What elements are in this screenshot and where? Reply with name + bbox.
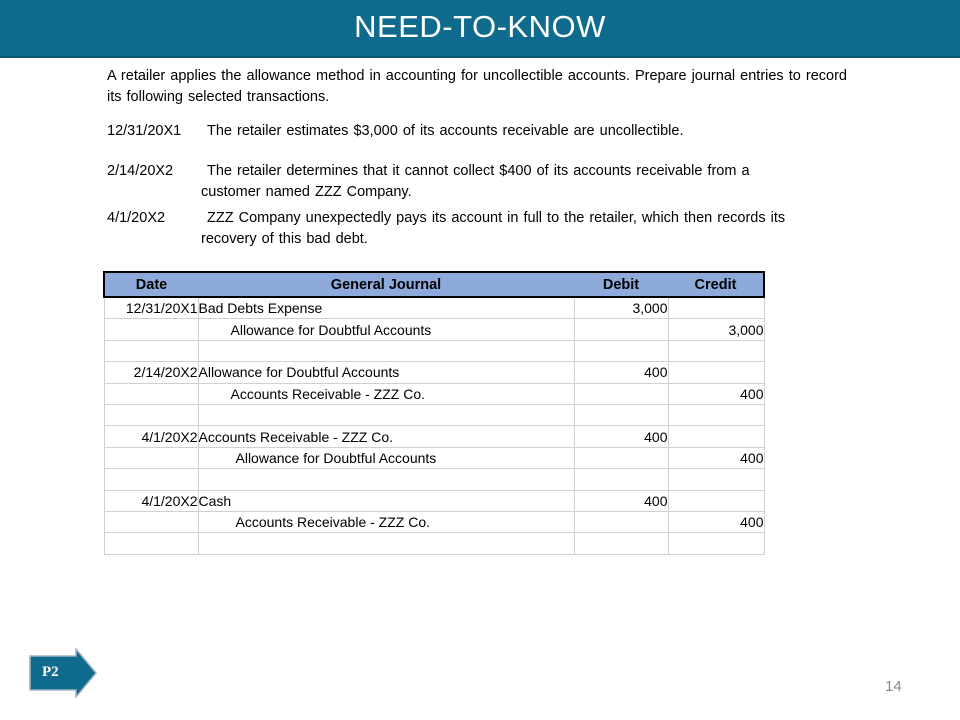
table-row: [104, 297, 764, 319]
transaction-text: The retailer determines that it cannot collect $400 of its accounts receivable from a customer named ZZZ Company.: [201, 163, 750, 200]
table-row: [104, 404, 764, 425]
cell-date: [104, 511, 198, 532]
cell-debit: 400: [574, 362, 668, 383]
cell-date: 12/31/20X1: [104, 297, 198, 319]
title-bar: [0, 0, 960, 58]
cell-account: Allowance for Doubtful Accounts: [198, 319, 574, 340]
cell-credit: [668, 297, 764, 319]
cell-account: Cash: [198, 490, 574, 511]
transaction-text: The retailer estimates $3,000 of its accounts receivable are uncollectible.: [207, 123, 684, 139]
cell-account: [198, 340, 574, 361]
objective-arrow-badge: [28, 648, 98, 698]
table-row: [104, 447, 764, 468]
transaction-date: 12/31/20X1: [107, 123, 182, 139]
column-header-date: Date: [104, 272, 198, 297]
cell-credit: [668, 404, 764, 425]
column-header-credit: Credit: [668, 272, 764, 297]
cell-debit: [574, 533, 668, 554]
table-row: [104, 383, 764, 404]
column-header-debit: Debit: [574, 272, 668, 297]
cell-date: 4/1/20X2: [104, 426, 198, 447]
cell-debit: [574, 404, 668, 425]
cell-date: 4/1/20X2: [104, 490, 198, 511]
page-number: 14: [885, 678, 902, 695]
column-header-general-journal: General Journal: [198, 272, 574, 297]
cell-account: Bad Debts Expense: [198, 297, 574, 319]
table-row: [104, 319, 764, 340]
cell-account: [198, 533, 574, 554]
cell-account: [198, 469, 574, 490]
cell-credit: 400: [668, 511, 764, 532]
table-row: [104, 469, 764, 490]
cell-credit: [668, 490, 764, 511]
objective-label: P2: [42, 664, 59, 680]
table-row: [104, 426, 764, 447]
cell-debit: 400: [574, 490, 668, 511]
cell-account: Allowance for Doubtful Accounts: [198, 447, 574, 468]
cell-credit: 400: [668, 447, 764, 468]
cell-account: Accounts Receivable - ZZZ Co.: [198, 383, 574, 404]
table-row: [104, 490, 764, 511]
cell-credit: [668, 469, 764, 490]
cell-date: 2/14/20X2: [104, 362, 198, 383]
cell-account: Accounts Receivable - ZZZ Co.: [198, 426, 574, 447]
cell-account: Allowance for Doubtful Accounts: [198, 362, 574, 383]
cell-date: [104, 319, 198, 340]
cell-date: [104, 469, 198, 490]
cell-debit: 400: [574, 426, 668, 447]
cell-debit: [574, 319, 668, 340]
cell-date: [104, 404, 198, 425]
page-title: NEED-TO-KNOW: [354, 9, 606, 44]
general-journal-table: [103, 271, 765, 555]
cell-account: [198, 404, 574, 425]
cell-date: [104, 383, 198, 404]
cell-credit: [668, 362, 764, 383]
transaction-date: 4/1/20X2: [107, 210, 166, 226]
cell-debit: [574, 511, 668, 532]
cell-credit: 3,000: [668, 319, 764, 340]
table-row: [104, 511, 764, 532]
table-row: [104, 533, 764, 554]
cell-debit: [574, 340, 668, 361]
cell-debit: [574, 383, 668, 404]
instructions-text: A retailer applies the allowance method in accounting for uncollectible accounts. Prepare journal entries to record its following selected transactions.: [107, 68, 847, 105]
table-row: [104, 340, 764, 361]
cell-account: Accounts Receivable - ZZZ Co.: [198, 511, 574, 532]
table-row: [104, 362, 764, 383]
cell-credit: [668, 533, 764, 554]
cell-debit: 3,000: [574, 297, 668, 319]
cell-credit: 400: [668, 383, 764, 404]
cell-date: [104, 533, 198, 554]
cell-credit: [668, 340, 764, 361]
transaction-text: ZZZ Company unexpectedly pays its account in full to the retailer, which then records its recovery of this bad debt.: [201, 210, 786, 247]
cell-credit: [668, 426, 764, 447]
transaction-date: 2/14/20X2: [107, 163, 174, 179]
cell-debit: [574, 469, 668, 490]
cell-debit: [574, 447, 668, 468]
cell-date: [104, 340, 198, 361]
cell-date: [104, 447, 198, 468]
table-header-row: [104, 272, 764, 297]
